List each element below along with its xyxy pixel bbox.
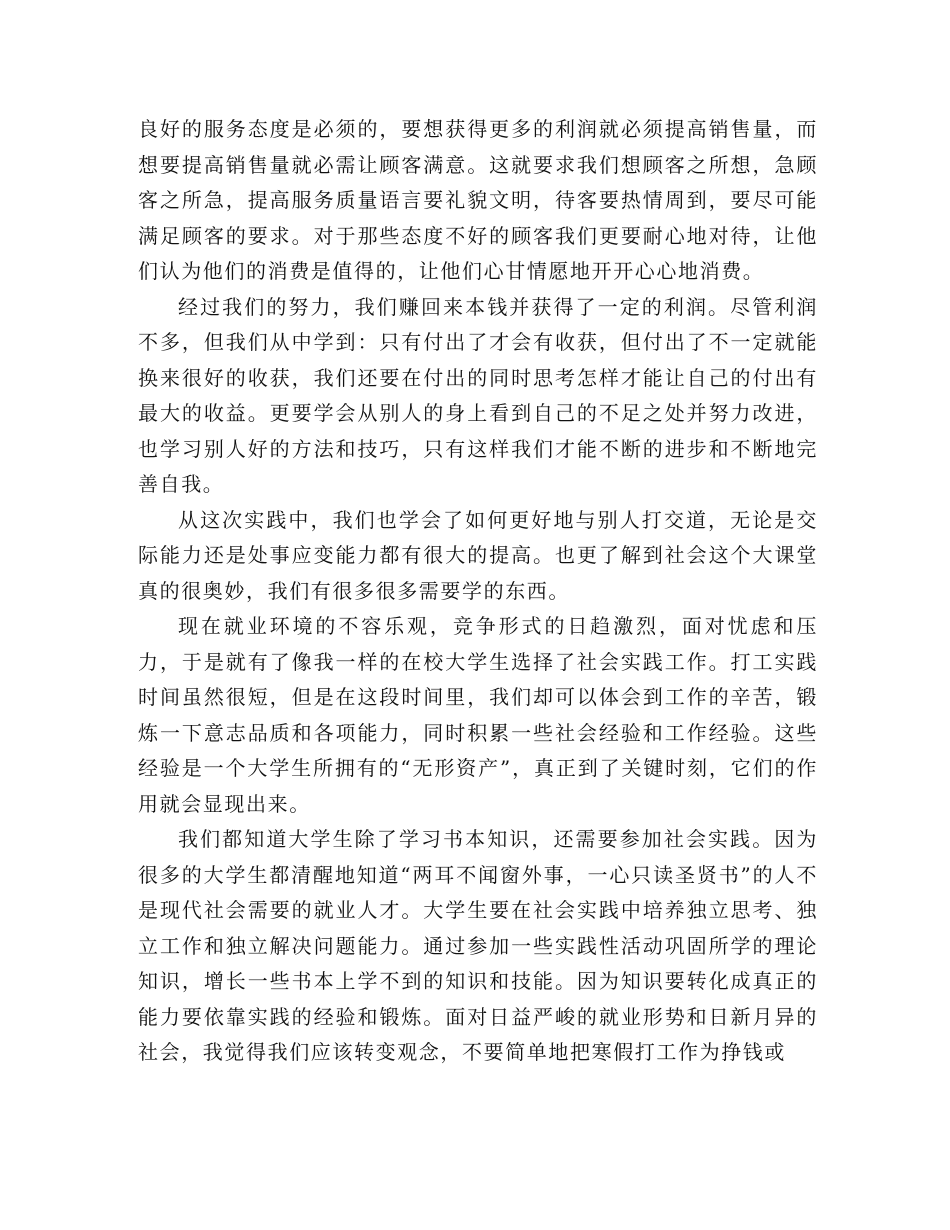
paragraph-4: 现在就业环境的不容乐观，竞争形式的日趋激烈，面对忧虑和压力，于是就有了像我一样的在校大学生选择了社会实践工作。打工实践时间虽然很短，但是在这段时间里，我们却可以体会到工作的辛苦，锻炼一下意志品质和各项能力，同时积累一些社会经验和工作经验。这些经验是一个大学生所拥有的“无形资产”，真正到了关键时刻，它们的作用就会显现出来。	[138, 614, 818, 816]
paragraph-3: 从这次实践中，我们也学会了如何更好地与别人打交道，无论是交际能力还是处事应变能力都有很大的提高。也更了解到社会这个大课堂真的很奥妙，我们有很多很多需要学的东西。	[138, 507, 818, 603]
paragraph-1: 良好的服务态度是必须的，要想获得更多的利润就必须提高销售量，而想要提高销售量就必需让顾客满意。这就要求我们想顾客之所想，急顾客之所急，提高服务质量语言要礼貌文明，待客要热情周到，要尽可能满足顾客的要求。对于那些态度不好的顾客我们更要耐心地对待，让他们认为他们的消费是值得的，让他们心甘情愿地开开心心地消费。	[138, 117, 818, 283]
paragraph-5: 我们都知道大学生除了学习书本知识，还需要参加社会实践。因为很多的大学生都清醒地知道“两耳不闻窗外事，一心只读圣贤书”的人不是现代社会需要的就业人才。大学生要在社会实践中培养独立思考、独立工作和独立解决问题能力。通过参加一些实践性活动巩固所学的理论知识，增长一些书本上学不到的知识和技能。因为知识要转化成真正的能力要依靠实践的经验和锻炼。面对日益严峻的就业形势和日新月异的社会，我觉得我们应该转变观念，不要简单地把寒假打工作为挣钱或	[138, 827, 818, 1064]
document-page	[138, 112, 818, 1071]
paragraph-2: 经过我们的努力，我们赚回来本钱并获得了一定的利润。尽管利润不多，但我们从中学到：只有付出了才会有收获，但付出了不一定就能换来很好的收获，我们还要在付出的同时思考怎样才能让自己的付出有最大的收益。更要学会从别人的身上看到自己的不足之处并努力改进，也学习别人好的方法和技巧，只有这样我们才能不断的进步和不断地完善自我。	[138, 294, 818, 496]
